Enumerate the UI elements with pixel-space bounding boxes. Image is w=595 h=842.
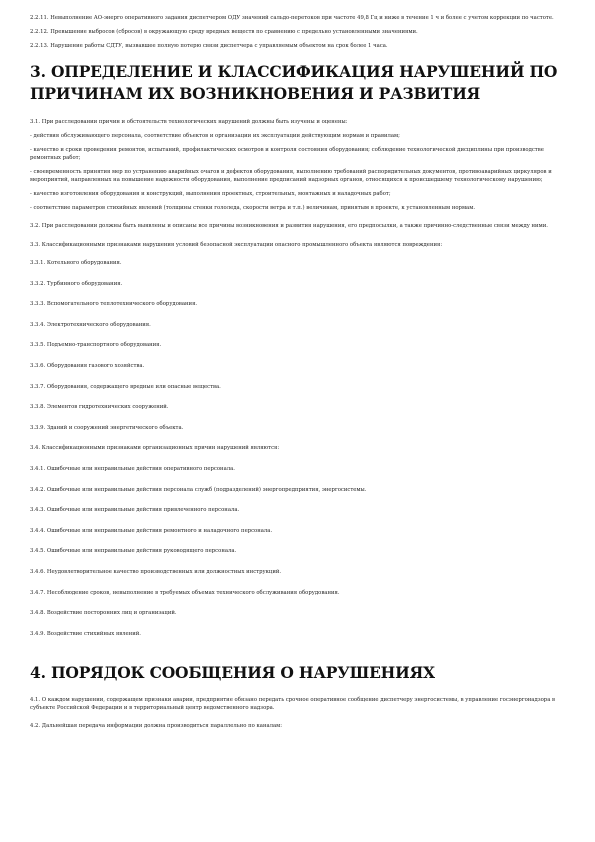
list-item-3-4-7: 3.4.7. Несоблюдение сроков, невыполнение в требуемых объемах технического обслуживания оборудования. [30,589,340,596]
list-item-3-3-2: 3.3.2. Турбинного оборудования. [30,280,123,287]
list-item-3-4-1: 3.4.1. Ошибочные или неправильные действия оперативного персонала. [30,465,235,472]
list-item-3-4-5: 3.4.5. Ошибочные или неправильные действия руководящего персонала. [30,548,237,555]
paragraph-4-2: 4.2. Дальнейшая передача информации должна производиться параллельно по каналам: [30,723,283,730]
list-item-3-4-6: 3.4.6. Неудовлетворительное качество производственных или должностных инструкций. [30,568,282,575]
paragraph-3-2: 3.2. При расследовании должны быть выявлены и описаны все причины возникновения и развития нарушения, его предпосылки, а также причинно-следственные связи между ними. [30,223,548,229]
bullet-item: - качество и сроки проведения ремонтов, испытаний, профилактических осмотров и контроля состояния оборудования; соблюдение технологической дисциплины при производстве ремонтных работ; [30,146,544,161]
list-item-3-3-8: 3.3.8. Элементов гидротехнических сооружений. [30,404,169,411]
list-item-3-3-7: 3.3.7. Оборудования, содержащего вредные или опасные вещества. [30,383,221,390]
list-item-3-3-9: 3.3.9. Зданий и сооружений энергетического объекта. [30,424,184,431]
paragraph-4-1: 4.1. О каждом нарушении, содержащем признаки аварии, предприятие обязано передать срочное оперативное сообщение диспетчеру энергосистемы, в управление госэнергонадзора в субъекте Российской Федерации и в территориальный центр ведомственного надзора. [30,696,556,711]
paragraph-3-1: 3.1. При расследовании причин и обстоятельств технологических нарушений должны быть изучены и оценены: [30,118,348,125]
paragraph-3-4: 3.4. Классификационными признаками организационных причин нарушений являются: [30,445,280,452]
document-page [30,14,566,741]
paragraph-3-3: 3.3. Классификационными признаками нарушения условий безопасной эксплуатации опасного промышленного объекта являются повреждения: [30,241,443,248]
list-item-3-3-1: 3.3.1. Котельного оборудования. [30,260,122,266]
paragraph-2-2-11: 2.2.11. Невыполнение АО-энерго оперативного задания диспетчером ОДУ значений сальдо-перетоков при частоте 49,8 Гц и ниже в течение 1 ч и более с учетом коррекции по частоте. [30,15,554,21]
bullet-item: - своевременность принятия мер по устранению аварийных очагов и дефектов оборудования, выполнению требований распорядительных документов, противоаварийных циркуляров и мероприятий, направленных на повышение надежности оборудования, выполнение предписаний надзорных органов, относящихся к происшедшему технологическому нарушению; [30,168,552,183]
list-item-3-4-3: 3.4.3. Ошибочные или неправильные действия привлеченного персонала. [30,507,240,514]
list-item-3-3-4: 3.3.4. Электротехнического оборудования. [30,321,151,328]
bullet-item: - качество изготовления оборудования и конструкций, выполнения проектных, строительных, монтажных и наладочных работ; [30,190,391,197]
list-item-3-4-2: 3.4.2. Ошибочные или неправильные действия персонала служб (подразделений) энергопредприятия, энергосистемы. [30,486,367,493]
paragraph-2-2-13: 2.2.13. Нарушение работы СДТУ, вызвавшее полную потерю связи диспетчера с управляемым объектом на срок более 1 часа. [30,43,388,49]
list-item-3-3-5: 3.3.5. Подъемно-транспортного оборудования. [30,342,162,349]
list-item-3-4-8: 3.4.8. Воздействие посторонних лиц и организаций. [30,610,177,617]
list-item-3-4-9: 3.4.9. Воздействие стихийных явлений. [30,630,141,637]
bullet-item: - действия обслуживающего персонала, соответствие объектов и организации их эксплуатации действующим нормам и правилам; [30,132,400,139]
section-4-heading: 4. ПОРЯДОК СООБЩЕНИЯ О НАРУШЕНИЯХ [30,662,435,682]
bullet-item: - соответствие параметров стихийных явлений (толщины стенки гололеда, скорости ветра и т.п.) величинам, принятым в проекте, к установленным нормам. [30,204,476,211]
list-item-3-4-4: 3.4.4. Ошибочные или неправильные действия ремонтного и наладочного персонала. [30,527,273,534]
section-3-heading: 3. ОПРЕДЕЛЕНИЕ И КЛАССИФИКАЦИЯ НАРУШЕНИЙ ПО ПРИЧИНАМ ИХ ВОЗНИКНОВЕНИЯ И РАЗВИТИЯ [30,61,558,103]
list-item-3-3-3: 3.3.3. Вспомогательного теплотехнического оборудования. [30,301,198,308]
list-item-3-3-6: 3.3.6. Оборудования газового хозяйства. [30,362,145,369]
paragraph-2-2-12: 2.2.12. Превышение выбросов (сбросов) в окружающую среду вредных веществ по сравнению с предельно установленными значениями. [30,29,418,35]
